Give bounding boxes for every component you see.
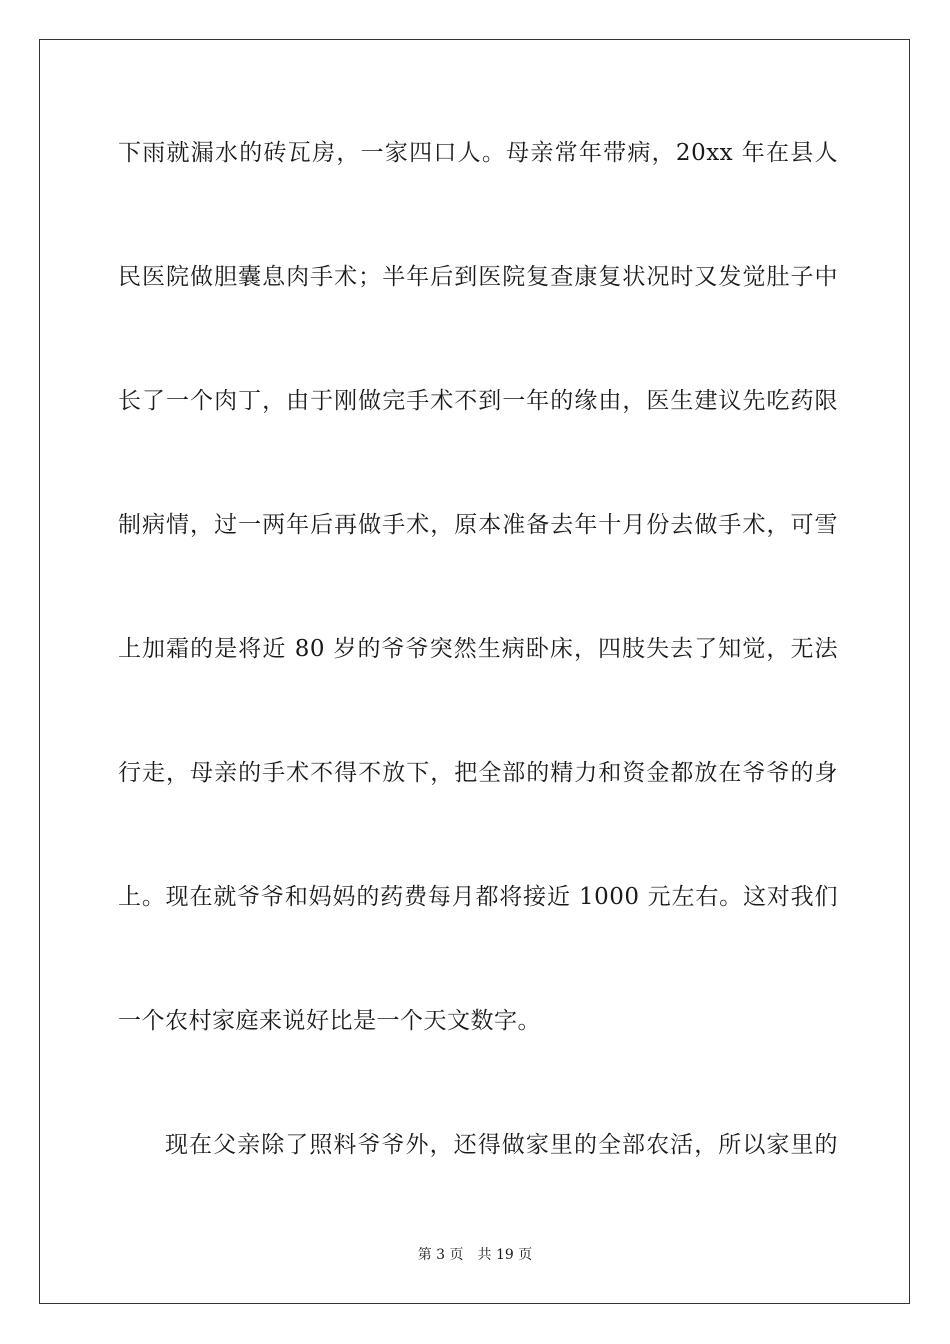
page-border [39, 39, 910, 1304]
page-footer [0, 1246, 950, 1264]
text-line: 民医院做胆囊息肉手术；半年后到医院复查康复状况时又发觉肚子中 [118, 264, 838, 290]
text-line: 上。现在就爷爷和妈妈的药费每月都将接近 1000 元左右。这对我们 [118, 884, 838, 910]
page-number: 第 3 页 [417, 1247, 464, 1263]
text-line-last: 一个农村家庭来说好比是一个天文数字。 [118, 1008, 541, 1034]
text-line: 下雨就漏水的砖瓦房，一家四口人。母亲常年带病，20xx 年在县人 [118, 140, 838, 166]
text-line: 上加霜的是将近 80 岁的爷爷突然生病卧床，四肢失去了知觉，无法 [118, 636, 838, 662]
text-line: 长了一个肉丁，由于刚做完手术不到一年的缘由，医生建议先吃药限 [118, 388, 838, 414]
page-total: 共 19 页 [477, 1247, 533, 1263]
text-line: 行走，母亲的手术不得不放下，把全部的精力和资金都放在爷爷的身 [118, 760, 838, 786]
text-line: 制病情，过一两年后再做手术，原本准备去年十月份去做手术，可雪 [118, 512, 838, 538]
paragraph-start-line: 现在父亲除了照料爷爷外，还得做家里的全部农活，所以家里的 [165, 1132, 838, 1158]
